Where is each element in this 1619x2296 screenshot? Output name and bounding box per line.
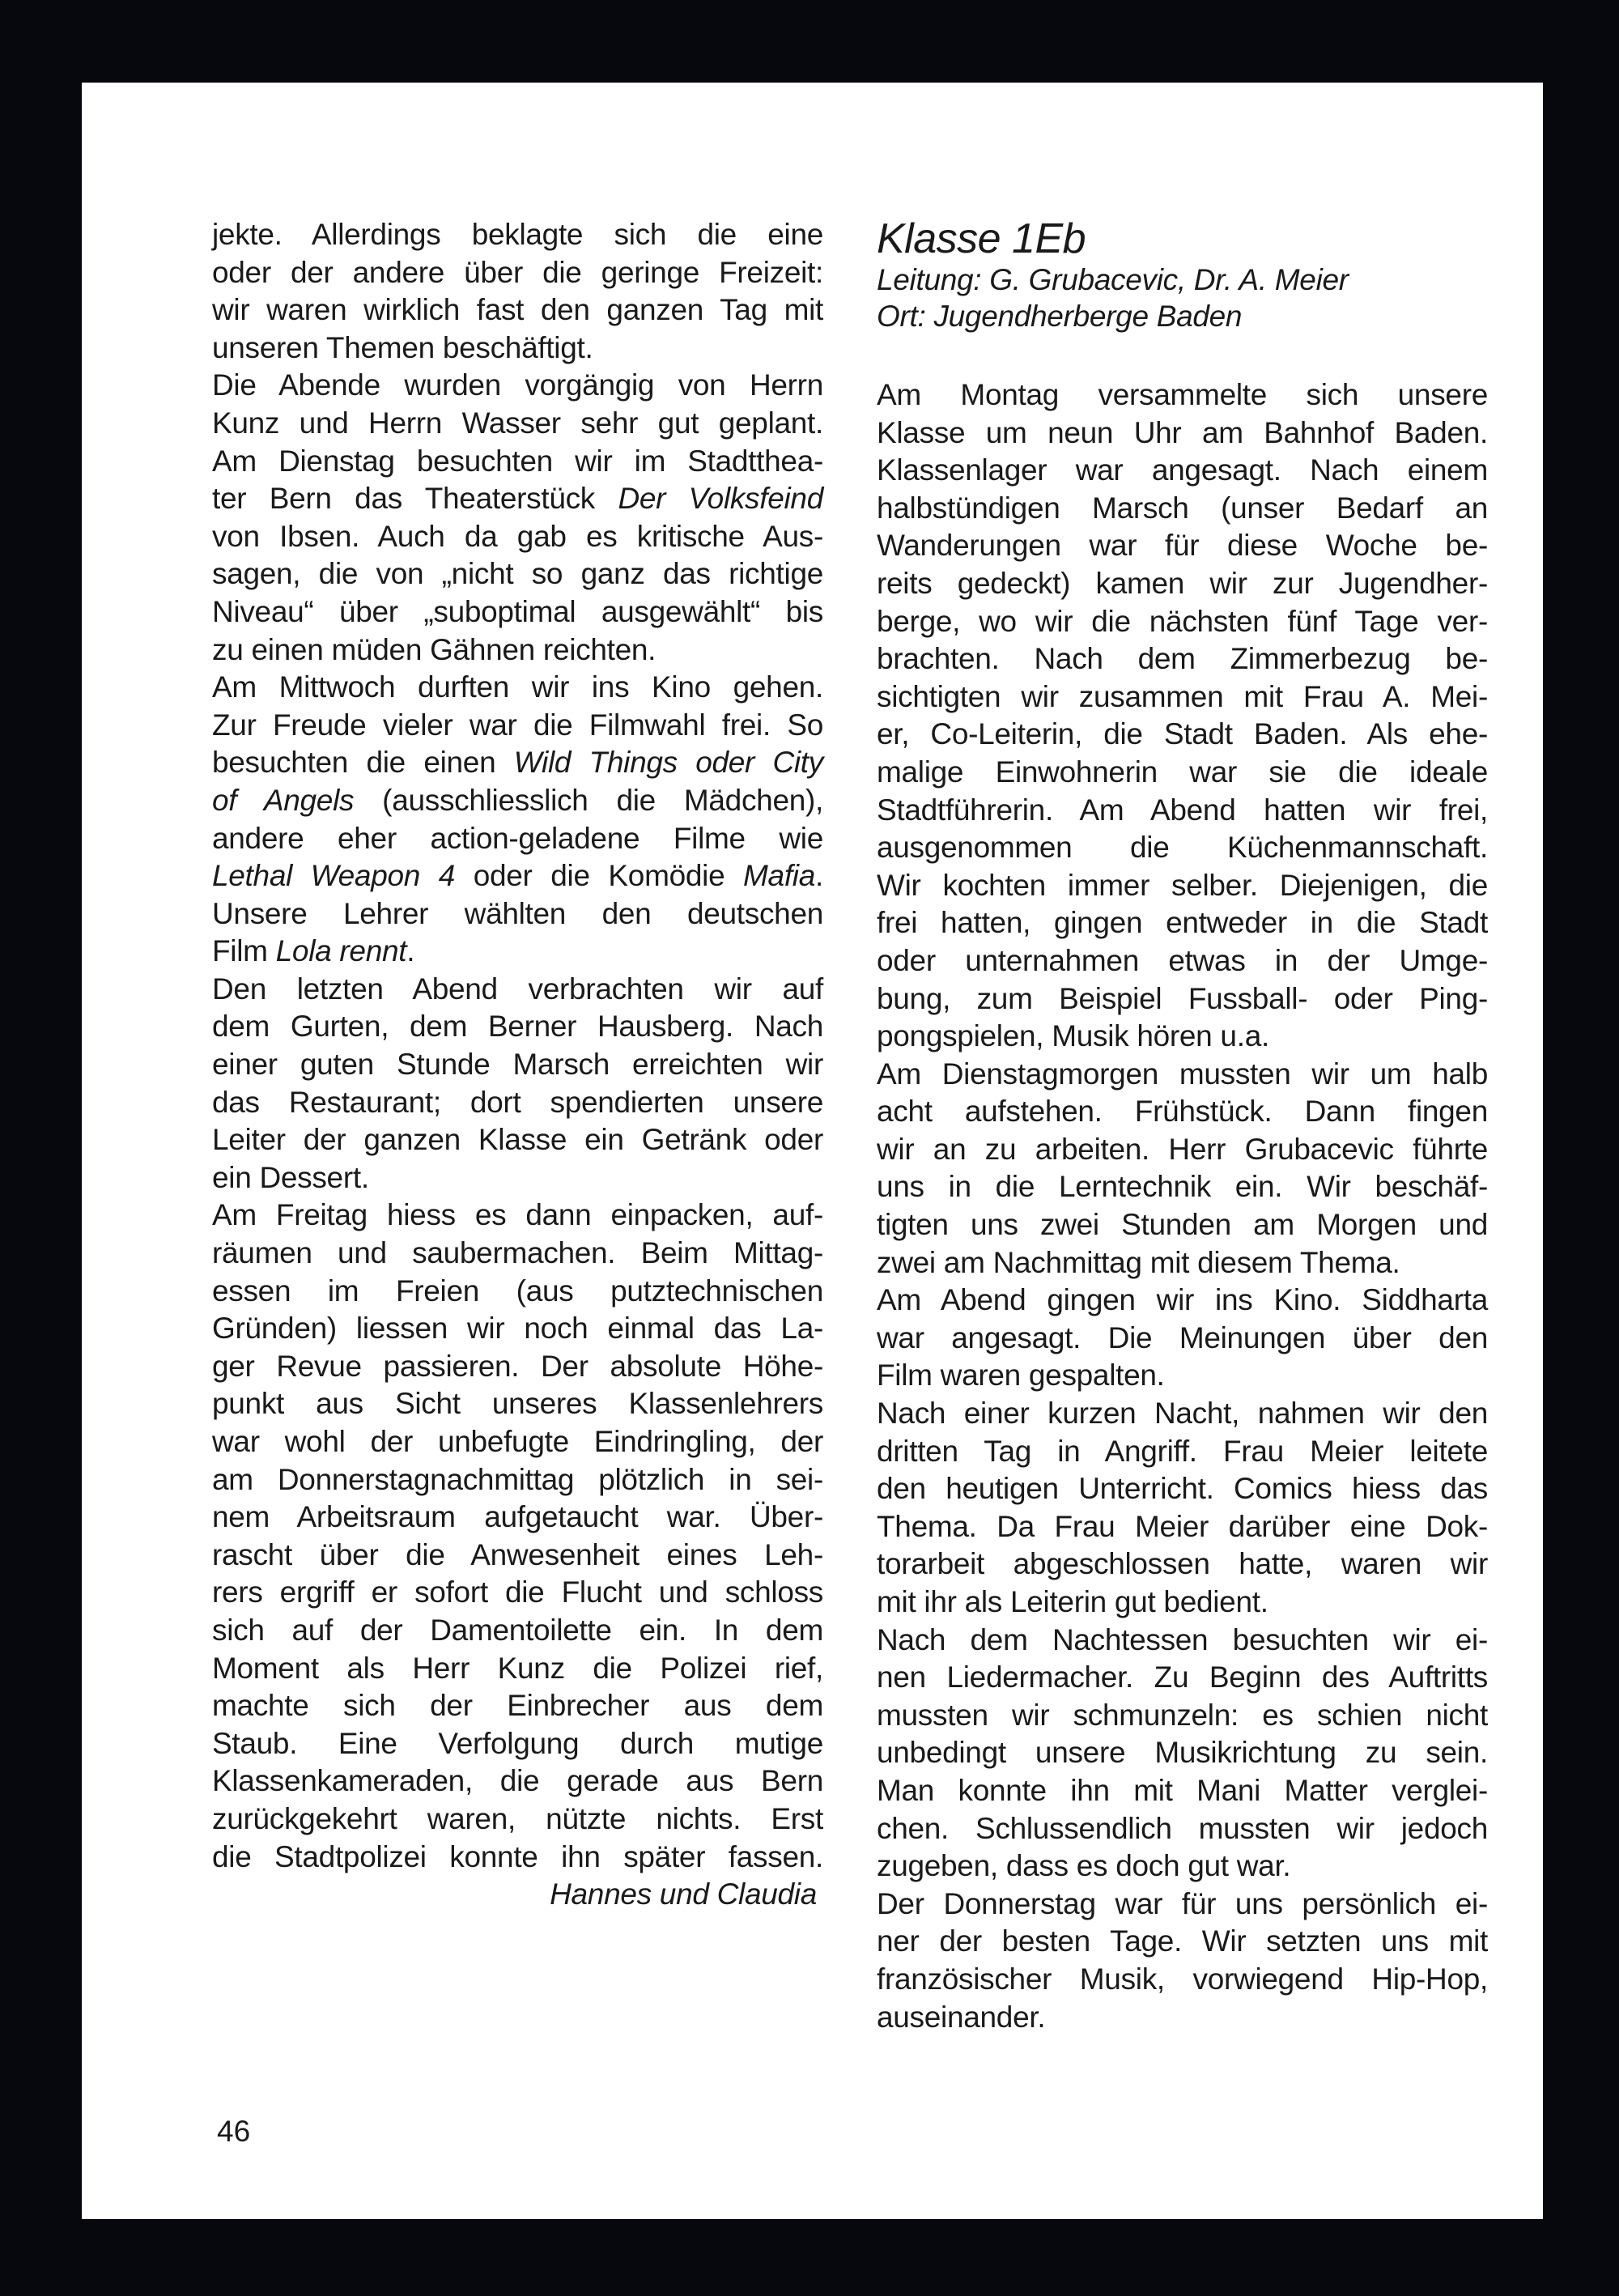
text-line (212, 1423, 823, 1461)
text-segment: zugeben, dass es doch gut war. (877, 1849, 1291, 1883)
text-line (212, 1499, 823, 1537)
text-line (212, 1348, 823, 1386)
text-segment: sich auf der Damentoilette ein. In dem (212, 1613, 823, 1647)
text-line (212, 405, 823, 443)
text-segment: den heutigen Unterricht. Comics hiess das (877, 1472, 1488, 1506)
text-segment: das Restaurant; dort spendierten unsere (212, 1085, 823, 1119)
text-segment: Klassenkameraden, die gerade aus Bern (212, 1764, 823, 1798)
text-segment: wir an zu arbeiten. Herr Grubacevic führte (877, 1132, 1488, 1166)
text-line (212, 593, 823, 631)
text-line (212, 216, 823, 254)
text-segment: Staub. Eine Verfolgung durch mutige (212, 1726, 823, 1760)
text-segment: unbedingt unsere Musikrichtung zu sein. (877, 1736, 1488, 1770)
document-page (82, 83, 1543, 2219)
text-line (877, 565, 1488, 603)
text-line (212, 1159, 823, 1197)
text-segment: Film waren gespalten. (877, 1358, 1165, 1392)
text-line (877, 754, 1488, 792)
text-segment: Film (212, 934, 276, 968)
text-segment: Thema. Da Frau Meier darüber eine Dok- (877, 1509, 1488, 1543)
left-column (212, 216, 823, 1914)
text-line (212, 1687, 823, 1725)
text-segment: räumen und saubermachen. Beim Mittag- (212, 1236, 823, 1270)
text-segment: Am Mittwoch durften wir ins Kino gehen. (212, 670, 823, 704)
text-segment: nen Liedermacher. Zu Beginn des Auftritts (877, 1660, 1488, 1694)
text-line (877, 1584, 1488, 1622)
text-line (212, 518, 823, 556)
text-segment: Am Freitag hiess es dann einpacken, auf- (212, 1198, 823, 1232)
text-segment: einer guten Stunde Marsch erreichten wir (212, 1048, 823, 1082)
text-line (212, 971, 823, 1009)
text-line (877, 1546, 1488, 1584)
text-segment: uns in die Lerntechnik ein. Wir beschäf- (877, 1170, 1488, 1204)
text-segment: am Donnerstagnachmittag plötzlich in sei- (212, 1462, 823, 1496)
text-segment: wir waren wirklich fast den ganzen Tag mit (212, 293, 823, 327)
text-segment: er, Co-Leiterin, die Stadt Baden. Als ehe- (877, 717, 1488, 751)
text-segment: oder unternahmen etwas in der Umge- (877, 943, 1488, 977)
text-line (877, 603, 1488, 641)
text-line (212, 669, 823, 707)
page-number: 46 (217, 2115, 251, 2148)
text-segment: sagen, die von „nicht so ganz das richtige (212, 557, 823, 591)
text-line (877, 1093, 1488, 1131)
text-segment: Am Dienstag besuchten wir im Stadtthea- (212, 444, 823, 478)
text-segment: oder der andere über die geringe Freizeit: (212, 255, 823, 289)
text-segment: rascht über die Anwesenheit eines Leh- (212, 1537, 823, 1571)
text-segment: malige Einwohnerin war sie die ideale (877, 755, 1488, 789)
text-line (212, 1084, 823, 1122)
text-line (877, 1772, 1488, 1810)
text-segment: von Ibsen. Auch da gab es kritische Aus- (212, 519, 823, 553)
text-line (877, 1847, 1488, 1886)
text-line (212, 1650, 823, 1688)
italic-title: Mafia (743, 859, 816, 893)
text-segment: dritten Tag in Angriff. Frau Meier leitete (877, 1434, 1488, 1468)
text-line (877, 490, 1488, 528)
text-segment: Wanderungen war für diese Woche be- (877, 529, 1488, 563)
italic-title: Lola rennt (275, 934, 407, 968)
text-segment: nem Arbeitsraum aufgetaucht war. Über- (212, 1500, 823, 1534)
text-line (877, 1244, 1488, 1282)
text-line (212, 933, 823, 971)
text-segment: mussten wir schmunzeln: es schien nicht (877, 1698, 1488, 1732)
italic-title: Wild Things oder City (513, 746, 823, 780)
text-line (212, 291, 823, 330)
text-segment: Nach dem Nachtessen besuchten wir ei- (877, 1622, 1488, 1656)
text-line (877, 1886, 1488, 1924)
text-line (212, 782, 823, 820)
text-line (212, 1537, 823, 1575)
text-segment: frei hatten, gingen entweder in die Stadt (877, 906, 1488, 940)
text-segment: Nach einer kurzen Nacht, nahmen wir den (877, 1397, 1488, 1431)
text-segment: Am Montag versammelte sich unsere (877, 378, 1488, 411)
text-line (212, 555, 823, 593)
italic-title: of Angels (212, 783, 355, 817)
text-line (877, 1961, 1488, 1999)
text-line (877, 1206, 1488, 1244)
text-segment: Moment als Herr Kunz die Polizei rief, (212, 1651, 823, 1685)
text-line (877, 1395, 1488, 1433)
text-segment: rers ergriff er sofort die Flucht und schloss (212, 1575, 823, 1609)
italic-title: Der Volksfeind (618, 482, 823, 516)
text-segment: (ausschliesslich die Mädchen), (354, 783, 823, 817)
text-segment: auseinander. (877, 2000, 1046, 2034)
text-line (212, 1273, 823, 1311)
text-segment: Man konnte ihn mit Mani Matter verglei- (877, 1773, 1488, 1807)
text-line (212, 820, 823, 858)
text-line (212, 895, 823, 933)
text-segment: Unsere Lehrer wählten den deutschen (212, 896, 823, 930)
text-line (877, 1056, 1488, 1094)
text-line (877, 376, 1488, 415)
article-title: Klasse 1Eb (877, 215, 1086, 262)
article-author: Hannes und Claudia (550, 1877, 817, 1911)
text-line (212, 1574, 823, 1612)
text-segment: ein Dessert. (212, 1160, 369, 1194)
text-segment: unseren Themen beschäftigt. (212, 330, 593, 364)
left-column-body (212, 216, 823, 1876)
text-segment: . (406, 934, 415, 968)
text-line (212, 744, 823, 782)
text-segment: war wohl der unbefugte Eindringling, der (212, 1425, 823, 1458)
text-segment: ausgenommen die Küchenmannschaft. (877, 831, 1488, 865)
text-line (212, 1197, 823, 1235)
article-leitung: Leitung: G. Grubacevic, Dr. A. Meier (877, 263, 1349, 296)
text-line (212, 1762, 823, 1801)
text-segment: Niveau“ über „suboptimal ausgewählt“ bis (212, 594, 823, 628)
text-line (877, 1999, 1488, 2037)
text-segment: punkt aus Sicht unseres Klassenlehrers (212, 1387, 823, 1421)
text-segment: Der Donnerstag war für uns persönlich ei- (877, 1886, 1488, 1920)
text-segment: oder die Komödie (455, 859, 744, 893)
text-segment: ger Revue passieren. Der absolute Höhe- (212, 1349, 823, 1383)
text-segment: die Stadtpolizei konnte ihn später fassen. (212, 1839, 823, 1873)
text-line (877, 942, 1488, 980)
text-segment: sichtigten wir zusammen mit Frau A. Mei- (877, 679, 1488, 713)
text-segment: Kunz und Herrn Wasser sehr gut geplant. (212, 406, 823, 440)
text-segment: chen. Schlussendlich mussten wir jedoch (877, 1811, 1488, 1845)
text-segment: torarbeit abgeschlossen hatte, waren wir (877, 1547, 1488, 1581)
text-line (212, 254, 823, 292)
text-line (877, 1470, 1488, 1508)
text-line (877, 829, 1488, 867)
text-line (877, 980, 1488, 1018)
text-segment: bung, zum Beispiel Fussball- oder Ping- (877, 981, 1488, 1015)
text-segment: Am Abend gingen wir ins Kino. Siddharta (877, 1283, 1488, 1317)
text-line (877, 1923, 1488, 1961)
text-line (877, 1734, 1488, 1772)
text-line (212, 367, 823, 405)
text-segment: Den letzten Abend verbrachten wir auf (212, 972, 823, 1006)
text-line (877, 716, 1488, 754)
text-segment: Zur Freude vieler war die Filmwahl frei. So (212, 708, 823, 742)
text-segment: ter Bern das Theaterstück (212, 482, 618, 516)
text-segment: Die Abende wurden vorgängig von Herrn (212, 368, 823, 402)
text-line (212, 1725, 823, 1763)
text-segment: pongspielen, Musik hören u.a. (877, 1019, 1269, 1053)
text-line (877, 1659, 1488, 1697)
text-segment: essen im Freien (aus putztechnischen (212, 1273, 823, 1307)
text-line (212, 1612, 823, 1650)
italic-title: Lethal Weapon 4 (212, 859, 456, 893)
text-line (877, 640, 1488, 678)
text-line (212, 1801, 823, 1839)
text-segment: halbstündigen Marsch (unser Bedarf an (877, 491, 1488, 525)
text-segment: Am Dienstagmorgen mussten wir um halb (877, 1057, 1488, 1091)
text-line (212, 857, 823, 895)
text-segment: . (815, 859, 823, 893)
text-line (212, 1121, 823, 1159)
text-line (877, 1320, 1488, 1358)
text-line (877, 1508, 1488, 1546)
text-segment: dem Gurten, dem Berner Hausberg. Nach (212, 1010, 823, 1044)
text-line (877, 1131, 1488, 1169)
right-column (877, 216, 1488, 2036)
text-segment: Wir kochten immer selber. Diejenigen, die (877, 868, 1488, 902)
text-segment: Klassenlager war angesagt. Nach einem (877, 453, 1488, 487)
text-segment: zurückgekehrt waren, nützte nichts. Erst (212, 1801, 823, 1835)
text-line (877, 1168, 1488, 1206)
text-line (877, 867, 1488, 905)
text-line (877, 415, 1488, 453)
text-segment: acht aufstehen. Frühstück. Dann fingen (877, 1095, 1488, 1129)
text-line (877, 1282, 1488, 1320)
text-line (212, 1385, 823, 1423)
text-line (212, 443, 823, 481)
text-segment: ner der besten Tage. Wir setzten uns mit (877, 1924, 1488, 1958)
text-line (212, 1310, 823, 1348)
text-segment: Stadtführerin. Am Abend hatten wir frei, (877, 793, 1488, 827)
text-line (212, 1235, 823, 1273)
text-segment: mit ihr als Leiterin gut bedient. (877, 1585, 1268, 1618)
text-segment: zu einen müden Gähnen reichten. (212, 632, 657, 666)
text-line (877, 1357, 1488, 1395)
text-line (212, 480, 823, 518)
text-segment: andere eher action-geladene Filme wie (212, 821, 823, 855)
text-line (212, 330, 823, 368)
text-segment: besuchten die einen (212, 746, 514, 780)
text-line (877, 678, 1488, 716)
text-segment: Leiter der ganzen Klasse ein Getränk oder (212, 1123, 823, 1157)
text-line (877, 452, 1488, 490)
text-segment: französischer Musik, vorwiegend Hip-Hop, (877, 1962, 1488, 1996)
text-segment: war angesagt. Die Meinungen über den (877, 1320, 1488, 1354)
text-line (877, 904, 1488, 942)
text-line (877, 1622, 1488, 1660)
text-segment: zwei am Nachmittag mit diesem Thema. (877, 1245, 1400, 1279)
text-line (212, 1461, 823, 1499)
text-line (877, 792, 1488, 830)
text-segment: Gründen) liessen wir noch einmal das La- (212, 1312, 823, 1346)
article-header (877, 216, 1488, 334)
right-column-body (877, 376, 1488, 2036)
text-segment: berge, wo wir die nächsten fünf Tage ver- (877, 604, 1488, 638)
text-segment: reits gedeckt) kamen wir zur Jugendher- (877, 566, 1488, 600)
text-line (212, 1008, 823, 1046)
text-segment: Klasse um neun Uhr am Bahnhof Baden. (877, 415, 1488, 449)
text-line (877, 1697, 1488, 1735)
article-ort: Ort: Jugendherberge Baden (877, 300, 1243, 333)
text-segment: machte sich der Einbrecher aus dem (212, 1689, 823, 1723)
text-segment: jekte. Allerdings beklagte sich die eine (212, 218, 823, 251)
text-line (877, 1433, 1488, 1471)
text-line (212, 631, 823, 670)
text-segment: brachten. Nach dem Zimmerbezug be- (877, 642, 1488, 676)
text-segment: tigten uns zwei Stunden am Morgen und (877, 1208, 1488, 1242)
text-line (877, 1810, 1488, 1848)
text-line (877, 527, 1488, 565)
text-line (212, 1046, 823, 1084)
text-line (212, 1839, 823, 1877)
text-line (212, 707, 823, 745)
text-line (877, 1018, 1488, 1056)
